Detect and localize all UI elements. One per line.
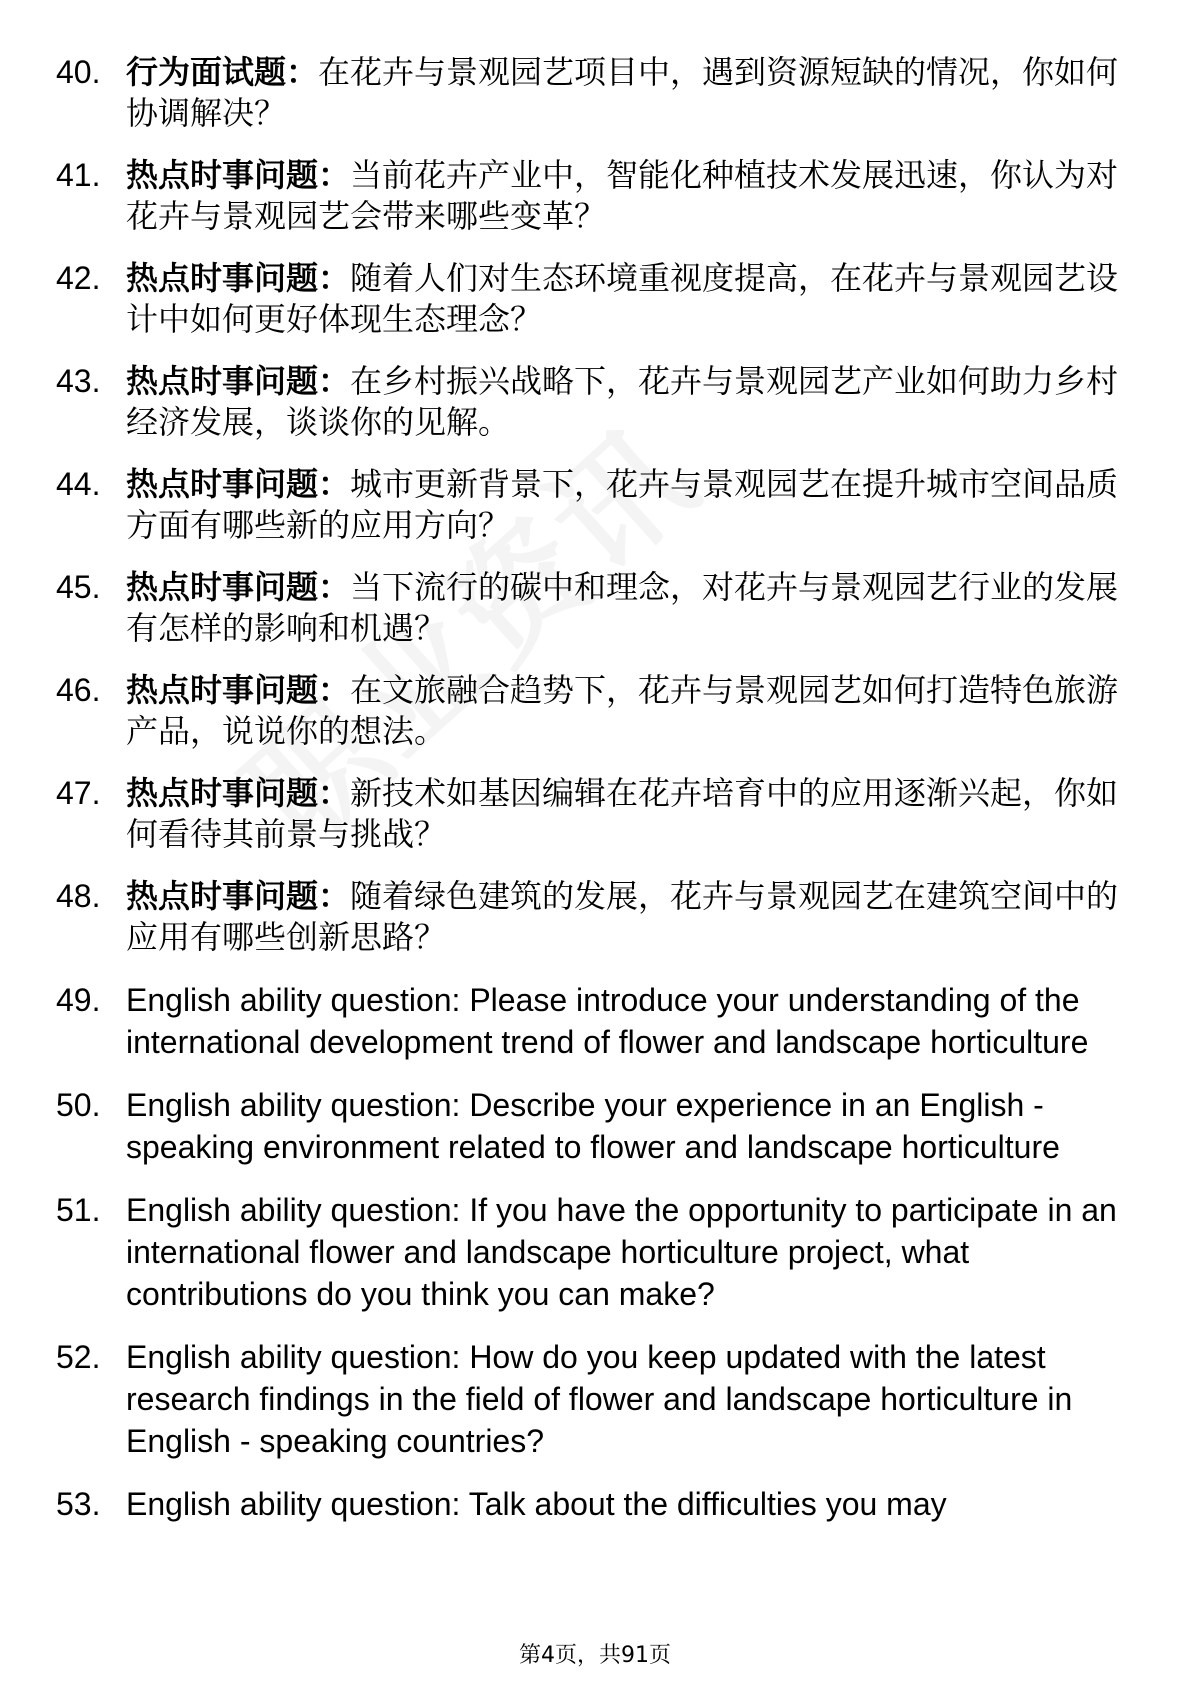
question-list [0,52,1190,1546]
question-number: 44. [56,466,101,502]
question-type: 热点时事问题： [126,877,351,915]
question-number: 46. [56,672,101,708]
question-text: English ability question: If you have the opportunity to participate in an international flower and landscape horticulture project, what contributions do you think you can make? [126,1192,1117,1312]
question-number: 49. [56,982,101,1018]
question-type: 热点时事问题： [126,362,351,400]
question-number: 48. [56,878,101,914]
question-text: 当下流行的碳中和理念，对花卉与景观园艺行业的发展有怎样的影响和机遇？ [126,568,1119,647]
question-text: 随着绿色建筑的发展，花卉与景观园艺在建筑空间中的应用有哪些创新思路？ [126,877,1119,956]
question-number: 51. [56,1192,101,1228]
question-number: 47. [56,775,101,811]
question-type: 热点时事问题： [126,259,351,297]
question-number: 53. [56,1486,101,1522]
question-number: 43. [56,363,101,399]
question-text: English ability question: Please introduce your understanding of the international development trend of flower and landscape horticulture [126,982,1089,1060]
question-text: 在文旅融合趋势下，花卉与景观园艺如何打造特色旅游产品，说说你的想法。 [126,671,1119,750]
question-type: 热点时事问题： [126,568,351,606]
question-type: 行为面试题： [126,53,319,91]
question-item [0,52,1190,134]
question-text: English ability question: Talk about the difficulties you may [126,1486,947,1522]
question-text: English ability question: Describe your experience in an English - speaking environment related to flower and landscape horticulture [126,1087,1060,1165]
question-type: 热点时事问题： [126,774,351,812]
question-text: 在花卉与景观园艺项目中，遇到资源短缺的情况，你如何协调解决？ [126,53,1119,132]
question-item [0,567,1190,649]
question-text: 当前花卉产业中，智能化种植技术发展迅速，你认为对花卉与景观园艺会带来哪些变革？ [126,156,1119,235]
question-number: 52. [56,1339,101,1375]
page-number-label: 第4页，共91页 [519,1643,671,1668]
page-footer [0,1638,1190,1669]
question-item [0,155,1190,237]
question-item [0,979,1190,1063]
question-number: 50. [56,1087,101,1123]
question-number: 41. [56,157,101,193]
question-item [0,1084,1190,1168]
question-text: 新技术如基因编辑在花卉培育中的应用逐渐兴起，你如何看待其前景与挑战？ [126,774,1119,853]
question-item [0,258,1190,340]
question-text: 在乡村振兴战略下，花卉与景观园艺产业如何助力乡村经济发展，谈谈你的见解。 [126,362,1119,441]
question-text: English ability question: How do you keep updated with the latest research findings in the field of flower and landscape horticulture in English - speaking countries? [126,1339,1073,1459]
question-number: 45. [56,569,101,605]
question-type: 热点时事问题： [126,156,351,194]
question-item [0,1189,1190,1315]
question-item [0,361,1190,443]
question-item [0,1336,1190,1462]
question-item [0,464,1190,546]
question-text: 随着人们对生态环境重视度提高，在花卉与景观园艺设计中如何更好体现生态理念？ [126,259,1119,338]
question-item [0,670,1190,752]
question-item [0,1483,1190,1525]
question-type: 热点时事问题： [126,465,351,503]
question-type: 热点时事问题： [126,671,351,709]
question-item [0,773,1190,855]
question-number: 40. [56,54,101,90]
question-number: 42. [56,260,101,296]
question-text: 城市更新背景下，花卉与景观园艺在提升城市空间品质方面有哪些新的应用方向？ [126,465,1119,544]
question-item [0,876,1190,958]
